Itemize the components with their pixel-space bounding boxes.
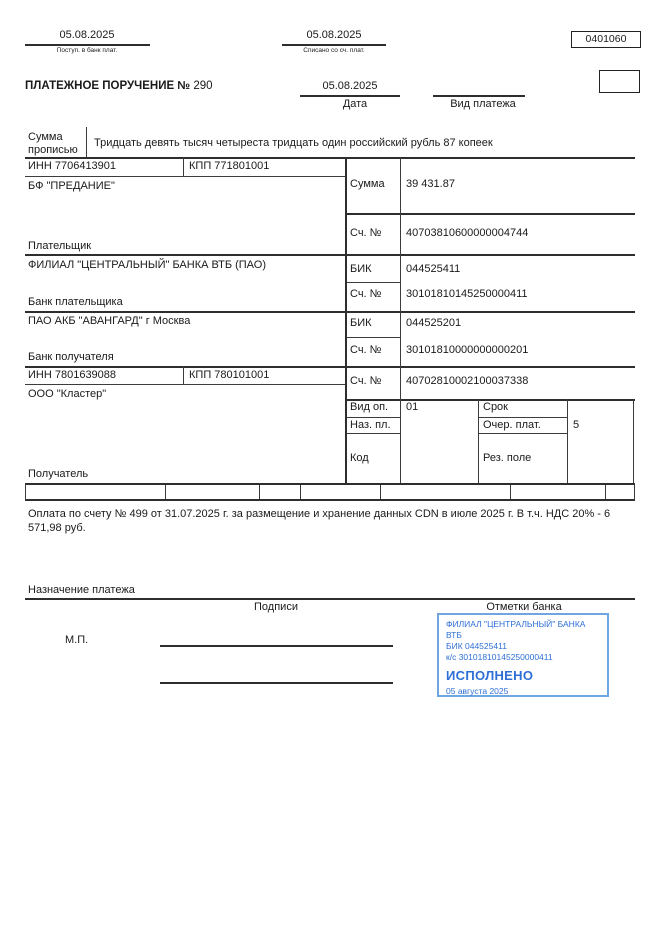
ocher-plat-value: 5 — [573, 419, 580, 431]
date-received-label: Поступ. в банк плат. — [56, 47, 118, 54]
recipient-name: ООО "Кластер" — [28, 388, 107, 400]
signature-line-2 — [160, 682, 393, 684]
document-date: 05.08.2025 — [322, 80, 378, 92]
sum-value: 39 431.87 — [406, 178, 455, 190]
line-v-inn-payer — [183, 157, 184, 176]
mp-label: М.П. — [65, 634, 89, 646]
date-label: Дата — [342, 98, 368, 110]
line-v-labels — [400, 157, 401, 485]
payment-purpose-label: Назначение платежа — [28, 584, 135, 596]
signature-line-1 — [160, 645, 393, 647]
recipient-bank-account-label: Сч. № — [350, 344, 382, 356]
tax-cell-5 — [381, 485, 511, 499]
payer-bank-label: Банк плательщика — [28, 296, 123, 308]
amount-words-label-2: прописью — [28, 144, 78, 156]
stamp-date: 05 августа 2025 — [446, 686, 509, 696]
payer-account: 40703810600000004744 — [406, 227, 529, 239]
date-received: 05.08.2025 — [59, 29, 115, 41]
line-h3 — [345, 213, 635, 215]
recipient-bank-label: Банк получателя — [28, 351, 114, 363]
amount-words-divider — [86, 127, 87, 157]
line-v-inn-recipient — [183, 366, 184, 384]
naz-pl-label: Наз. пл. — [350, 419, 391, 431]
line-h8 — [25, 366, 635, 368]
payer-bank-name: ФИЛИАЛ "ЦЕНТРАЛЬНЫЙ" БАНКА ВТБ (ПАО) — [28, 259, 266, 271]
payer-bank-bik: 044525411 — [406, 263, 461, 275]
srok-label: Срок — [483, 401, 508, 413]
bank-marks-label: Отметки банка — [486, 601, 562, 613]
line-h14 — [478, 433, 567, 434]
stamp-status: ИСПОЛНЕНО — [446, 668, 534, 683]
ocher-plat-label: Очер. плат. — [483, 419, 541, 431]
line-v-grid3 — [633, 399, 634, 485]
line-v-grid2 — [567, 399, 568, 485]
sum-label: Сумма — [350, 178, 385, 190]
payer-bank-account-label: Сч. № — [350, 288, 382, 300]
line-h7 — [345, 337, 400, 338]
stamp-corr-account: к/с 30101810145250000411 — [446, 652, 553, 662]
tax-cell-3 — [260, 485, 301, 499]
line-h4 — [25, 254, 635, 256]
payer-bank-bik-label: БИК — [350, 263, 372, 275]
vid-op-label: Вид оп. — [350, 401, 389, 413]
recipient-account: 40702810002100037338 — [406, 375, 529, 387]
line-h5 — [345, 282, 400, 283]
stamp-bank-name: ФИЛИАЛ "ЦЕНТРАЛЬНЫЙ" БАНКА ВТБ — [446, 619, 586, 640]
payment-type-line — [433, 95, 525, 97]
line-v-main — [345, 157, 347, 485]
tax-cell-6 — [511, 485, 606, 499]
form-code: 0401060 — [585, 33, 627, 45]
bank-stamp — [437, 613, 609, 697]
rez-pole-label: Рез. поле — [483, 452, 532, 464]
tax-cell-7 — [606, 485, 634, 499]
recipient-kpp: КПП 780101001 — [189, 369, 270, 381]
payment-purpose: Оплата по счету № 499 от 31.07.2025 г. за размещение и хранение данных CDN в июле 2025 г. В т.ч. НДС 20% - 6 571,98 руб. — [28, 508, 611, 534]
stamp-bik: БИК 044525411 — [446, 641, 507, 651]
recipient-bank-account: 30101810000000000201 — [406, 344, 529, 356]
line-v-grid1 — [478, 399, 479, 485]
document-date-underline — [300, 95, 400, 97]
recipient-account-label: Сч. № — [350, 375, 382, 387]
form-code-box — [571, 31, 641, 48]
payer-bank-account: 30101810145250000411 — [406, 288, 528, 300]
document-title: ПЛАТЕЖНОЕ ПОРУЧЕНИЕ № — [25, 80, 191, 92]
recipient-bank-name: ПАО АКБ "АВАНГАРД" г Москва — [28, 315, 191, 327]
line-h1 — [25, 157, 635, 159]
recipient-bank-bik: 044525201 — [406, 317, 462, 329]
amount-words: Тридцать девять тысяч четыреста тридцать один российский рубль 87 копеек — [94, 137, 493, 149]
line-h12 — [478, 417, 567, 418]
signatures-label: Подписи — [254, 601, 298, 613]
line-h6 — [25, 311, 635, 313]
document-number: 290 — [193, 80, 213, 92]
recipient-bank-bik-label: БИК — [350, 317, 372, 329]
payer-name: БФ "ПРЕДАНИЕ" — [28, 180, 115, 192]
date-debited-label: Списано со сч. плат. — [303, 47, 365, 54]
date-received-underline — [25, 44, 150, 46]
line-h11 — [345, 417, 400, 418]
line-purpose-bottom — [25, 598, 635, 600]
recipient-inn: ИНН 7801639088 — [28, 369, 117, 381]
payer-inn: ИНН 7706413901 — [28, 160, 117, 172]
tax-fields-row — [25, 483, 635, 501]
date-debited-underline — [282, 44, 386, 46]
vid-op-value: 01 — [406, 401, 419, 413]
payer-account-label: Сч. № — [350, 227, 382, 239]
amount-words-label-1: Сумма — [28, 131, 63, 143]
line-h9 — [25, 384, 345, 385]
payer-kpp: КПП 771801001 — [189, 160, 270, 172]
tax-cell-2 — [166, 485, 260, 499]
payer-label: Плательщик — [28, 240, 92, 252]
status-field-box — [599, 70, 640, 93]
tax-cell-4 — [301, 485, 380, 499]
tax-cell-1 — [26, 485, 166, 499]
line-h2 — [25, 176, 345, 177]
payment-type-label: Вид платежа — [450, 98, 516, 110]
line-h13 — [345, 433, 400, 434]
recipient-label: Получатель — [28, 468, 89, 480]
date-debited: 05.08.2025 — [306, 29, 362, 41]
kod-label: Код — [350, 452, 369, 464]
